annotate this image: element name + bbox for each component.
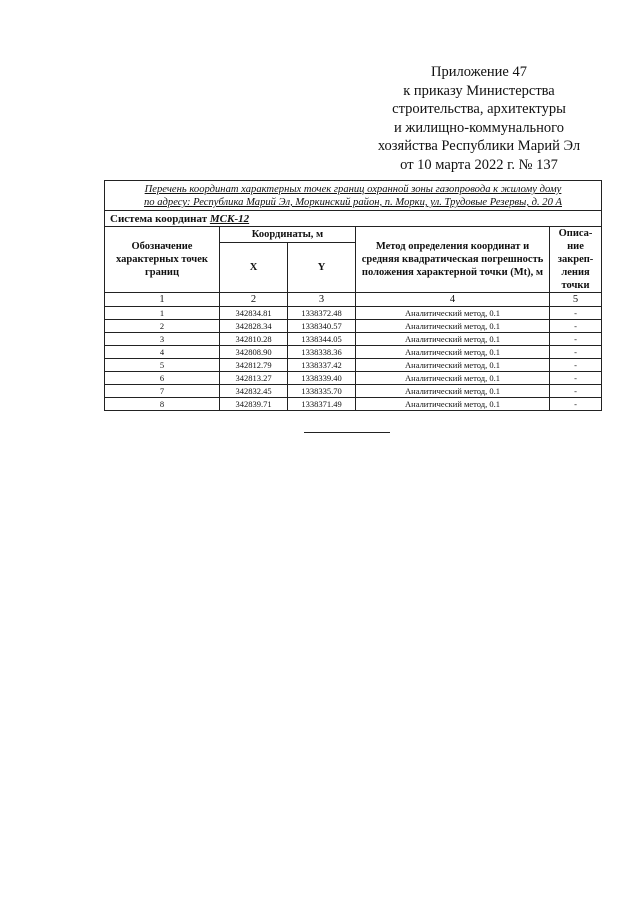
table-row [105, 398, 602, 411]
point-cell: 7 [105, 385, 220, 398]
x-cell: 342839.71 [220, 398, 288, 411]
point-cell: 8 [105, 398, 220, 411]
method-cell: Аналитический метод, 0.1 [356, 385, 550, 398]
desc-cell: - [550, 307, 602, 320]
method-cell: Аналитический метод, 0.1 [356, 398, 550, 411]
method-cell: Аналитический метод, 0.1 [356, 320, 550, 333]
point-cell: 6 [105, 372, 220, 385]
coordinate-system-label: Система координат [110, 212, 208, 225]
point-cell: 4 [105, 346, 220, 359]
closing-divider [304, 432, 390, 433]
column-number: 4 [356, 293, 550, 307]
col-header-x: X [220, 242, 288, 292]
point-cell: 3 [105, 333, 220, 346]
method-cell: Аналитический метод, 0.1 [356, 307, 550, 320]
table-row [105, 359, 602, 372]
x-cell: 342828.34 [220, 320, 288, 333]
x-cell: 342808.90 [220, 346, 288, 359]
header-line: и жилищно-коммунального [393, 119, 565, 136]
y-cell: 1338371.49 [288, 398, 356, 411]
col-header-y: Y [288, 242, 356, 292]
desc-cell: - [550, 385, 602, 398]
x-cell: 342810.28 [220, 333, 288, 346]
header-line: к приказу Министерства [403, 82, 555, 99]
column-number: 5 [550, 293, 602, 307]
table-row [105, 346, 602, 359]
col-header-point: Обозначение характерных точек границ [105, 227, 220, 293]
table-row [105, 307, 602, 320]
header-line: Приложение 47 [431, 64, 527, 80]
point-cell: 2 [105, 320, 220, 333]
desc-cell: - [550, 346, 602, 359]
coordinate-system-value: МСК-12 [209, 212, 250, 225]
column-number-row [105, 293, 602, 307]
column-number: 2 [220, 293, 288, 307]
table-title [105, 181, 602, 211]
desc-cell: - [550, 398, 602, 411]
y-cell: 1338337.42 [288, 359, 356, 372]
col-header-method: Метод определения координат и средняя квадратическая погрешность положения характерной точки (Mt), м [356, 227, 550, 293]
y-cell: 1338338.36 [288, 346, 356, 359]
y-cell: 1338339.40 [288, 372, 356, 385]
desc-cell: - [550, 320, 602, 333]
y-cell: 1338335.70 [288, 385, 356, 398]
desc-cell: - [550, 333, 602, 346]
coordinate-system-row [105, 211, 602, 227]
y-cell: 1338340.57 [288, 320, 356, 333]
header-line: хозяйства Республики Марий Эл [377, 138, 581, 155]
x-cell: 342832.45 [220, 385, 288, 398]
method-cell: Аналитический метод, 0.1 [356, 372, 550, 385]
coordinates-table [104, 180, 602, 411]
table-row [105, 320, 602, 333]
col-header-desc: Описа-ние закреп-ления точки [550, 227, 602, 293]
y-cell: 1338372.48 [288, 307, 356, 320]
desc-cell: - [550, 359, 602, 372]
method-cell: Аналитический метод, 0.1 [356, 359, 550, 372]
desc-cell: - [550, 372, 602, 385]
header-line: от 10 марта 2022 г. № 137 [400, 156, 558, 173]
method-cell: Аналитический метод, 0.1 [356, 346, 550, 359]
table-title-line: Перечень координат характерных точек границ охранной зоны газопровода к жилому дому [144, 184, 562, 195]
table-row [105, 385, 602, 398]
document-header [368, 63, 590, 175]
x-cell: 342813.27 [220, 372, 288, 385]
column-number: 1 [105, 293, 220, 307]
header-line: строительства, архитектуры [392, 101, 566, 118]
table-row [105, 333, 602, 346]
column-number: 3 [288, 293, 356, 307]
x-cell: 342812.79 [220, 359, 288, 372]
point-cell: 1 [105, 307, 220, 320]
table-title-line: по адресу: Республика Марий Эл, Моркинский район, п. Морки, ул. Трудовые Резервы, д. 20 А [144, 197, 563, 208]
col-header-coords: Координаты, м [220, 227, 356, 243]
point-cell: 5 [105, 359, 220, 372]
x-cell: 342834.81 [220, 307, 288, 320]
table-row [105, 372, 602, 385]
method-cell: Аналитический метод, 0.1 [356, 333, 550, 346]
y-cell: 1338344.05 [288, 333, 356, 346]
